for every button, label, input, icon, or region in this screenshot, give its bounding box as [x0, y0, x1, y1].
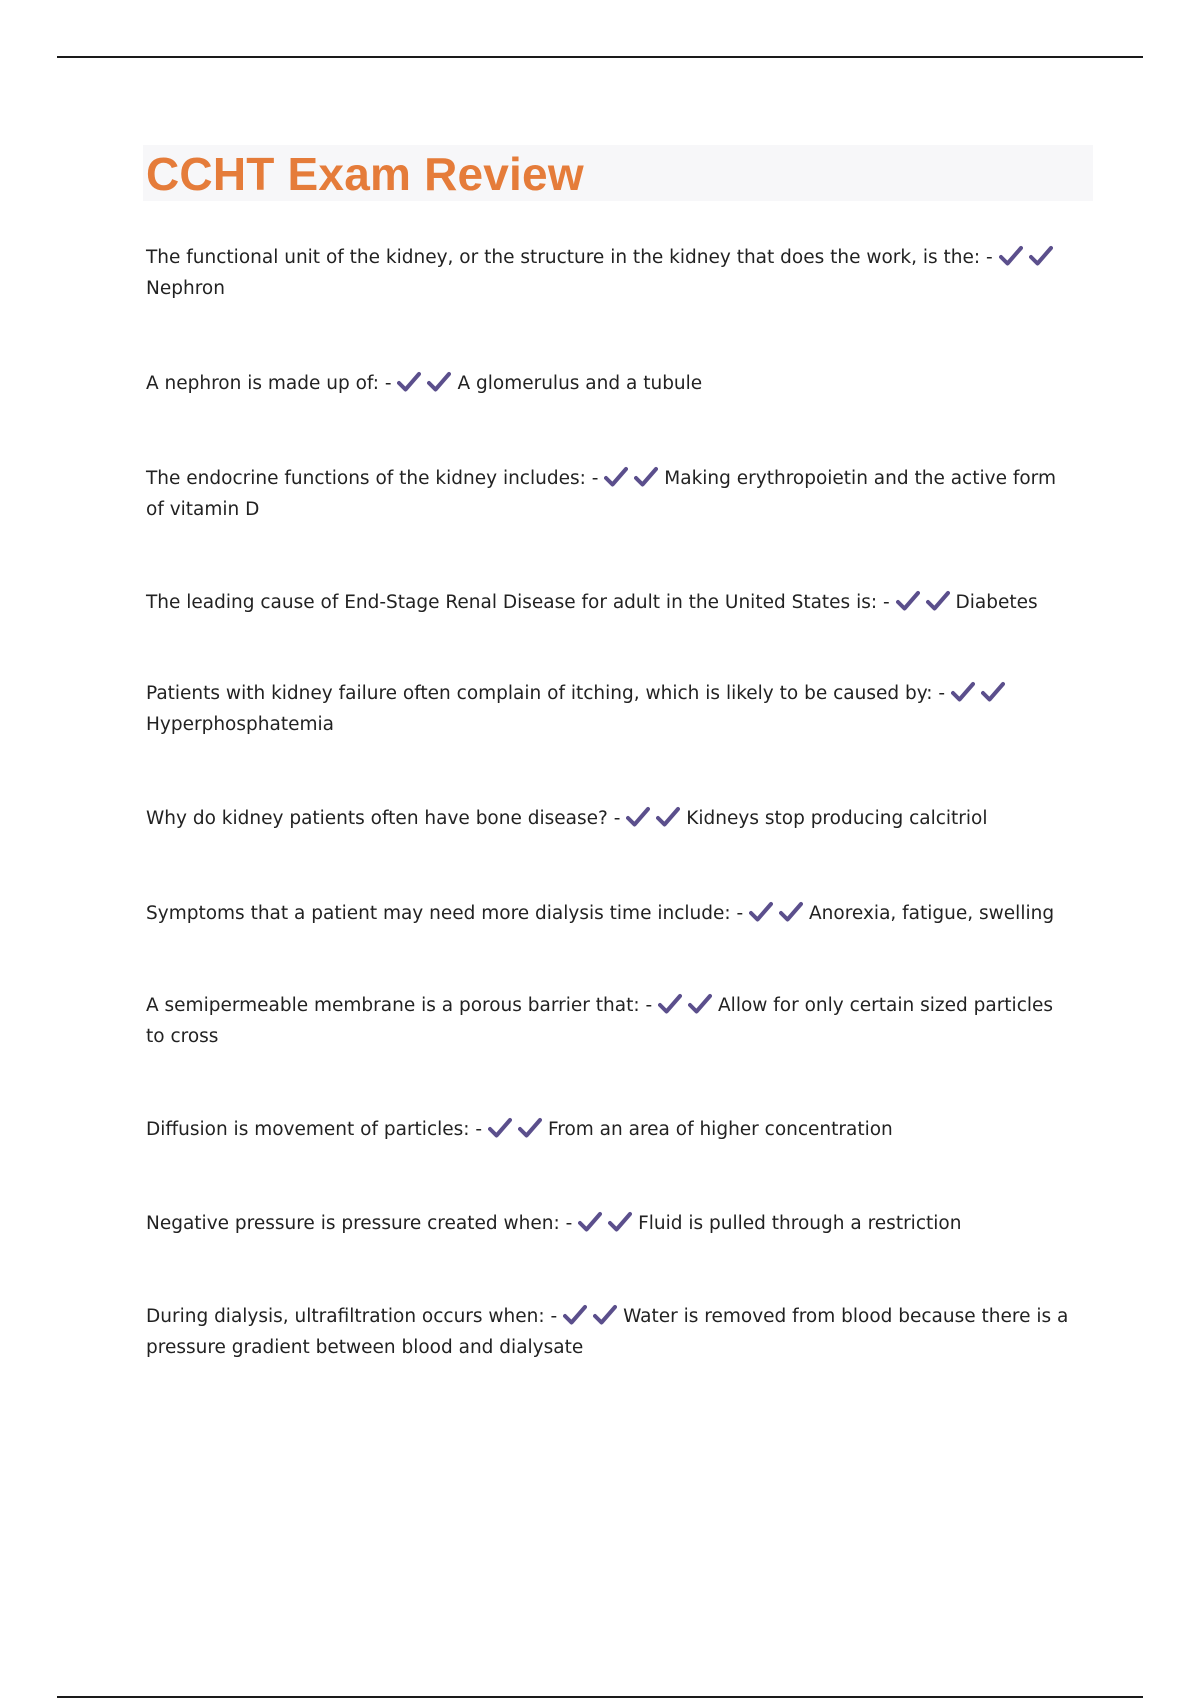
qa-answer: Kidneys stop producing calcitriol [686, 808, 988, 829]
qa-separator: - [544, 1306, 564, 1327]
qa-answer: Hyperphosphatemia [146, 714, 334, 735]
qa-item [146, 242, 1076, 304]
qa-item [146, 898, 1076, 929]
checkmark-icon [427, 371, 451, 393]
checkmark-icon [688, 993, 712, 1015]
checkmark-icon [1029, 245, 1053, 267]
qa-question: Symptoms that a patient may need more dialysis time include: [146, 903, 731, 924]
qa-question: During dialysis, ultrafiltration occurs when: [146, 1306, 545, 1327]
checkmark-icon [999, 245, 1023, 267]
qa-answer: Nephron [146, 278, 225, 299]
qa-separator: - [585, 468, 605, 489]
checkmark-icon [981, 681, 1005, 703]
checkmark-icon [488, 1117, 512, 1139]
checkmark-icon [593, 1304, 617, 1326]
checkmark-icon [951, 681, 975, 703]
header-rule [57, 56, 1143, 58]
checkmark-icon [749, 901, 773, 923]
qa-item [146, 1301, 1076, 1363]
checkmark-icon [779, 901, 803, 923]
qa-separator: - [980, 247, 999, 268]
qa-question: Negative pressure is pressure created when: [146, 1213, 560, 1234]
qa-item [146, 587, 1076, 618]
qa-answer: Diabetes [955, 592, 1038, 613]
checkmark-icon [518, 1117, 542, 1139]
qa-answer: From an area of higher concentration [547, 1119, 893, 1140]
qa-separator: - [932, 683, 951, 704]
qa-question: The leading cause of End-Stage Renal Disease for adult in the United States is: [146, 592, 878, 613]
qa-question: A semipermeable membrane is a porous barrier that: [146, 995, 640, 1016]
qa-answer: Making erythropoietin and the active form of vitamin D [146, 468, 1056, 520]
checkmark-icon [656, 806, 680, 828]
checkmark-icon [926, 590, 950, 612]
qa-item [146, 463, 1076, 525]
checkmark-icon [626, 806, 650, 828]
qa-separator: - [379, 373, 398, 394]
qa-item [146, 1208, 1076, 1239]
checkmark-icon [608, 1211, 632, 1233]
checkmark-icon [634, 466, 658, 488]
checkmark-icon [896, 590, 920, 612]
qa-separator: - [639, 995, 659, 1016]
qa-answer: Water is removed from blood because there is a pressure gradient between blood and dialysate [146, 1306, 1069, 1358]
qa-answer: Fluid is pulled through a restriction [638, 1213, 962, 1234]
qa-separator: - [469, 1119, 488, 1140]
qa-separator: - [877, 592, 896, 613]
qa-item [146, 990, 1076, 1052]
qa-item [146, 678, 1076, 740]
qa-question: Diffusion is movement of particles: [146, 1119, 470, 1140]
qa-answer: A glomerulus and a tubule [457, 373, 703, 394]
checkmark-icon [658, 993, 682, 1015]
qa-answer: Anorexia, fatigue, swelling [809, 903, 1055, 924]
qa-separator: - [607, 808, 627, 829]
footer-rule [57, 1696, 1143, 1698]
qa-item [146, 1114, 1076, 1145]
qa-separator: - [730, 903, 750, 924]
qa-question: Patients with kidney failure often complain of itching, which is likely to be caused by: [146, 683, 933, 704]
qa-question: Why do kidney patients often have bone disease? [146, 808, 608, 829]
qa-item [146, 803, 1076, 834]
qa-question: A nephron is made up of: [146, 373, 380, 394]
qa-question: The endocrine functions of the kidney includes: [146, 468, 586, 489]
qa-question: The functional unit of the kidney, or the structure in the kidney that does the work, is the: [146, 247, 981, 268]
qa-separator: - [559, 1213, 579, 1234]
qa-answer: Allow for only certain sized particles to cross [146, 995, 1054, 1047]
checkmark-icon [397, 371, 421, 393]
checkmark-icon [604, 466, 628, 488]
checkmark-icon [563, 1304, 587, 1326]
qa-item [146, 368, 1076, 399]
checkmark-icon [578, 1211, 602, 1233]
document-title: CCHT Exam Review [146, 148, 584, 200]
